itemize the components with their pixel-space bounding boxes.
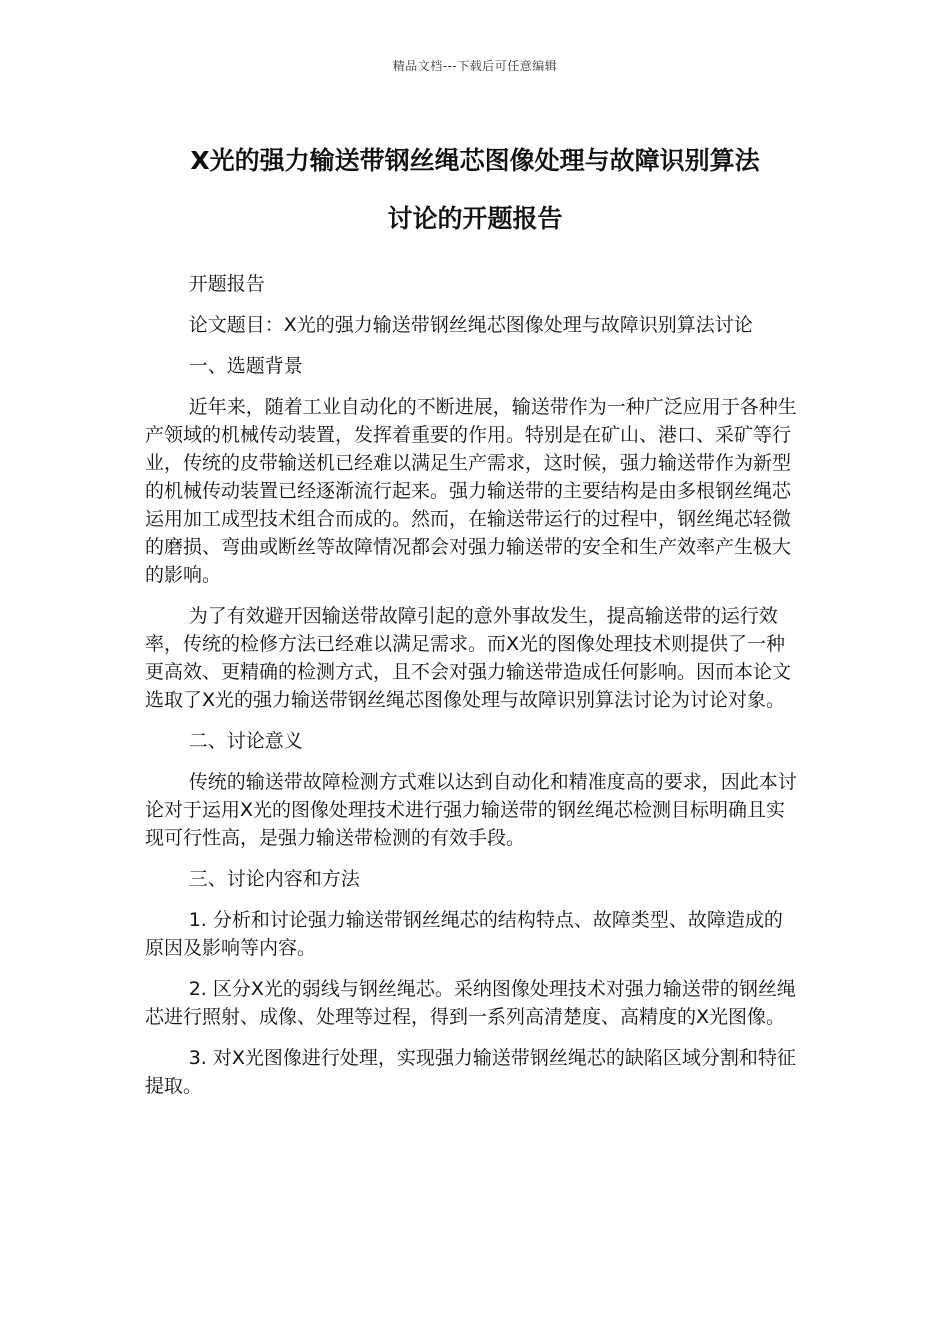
content-item-3: 3. 对X光图像进行处理，实现强力输送带钢丝绳芯的缺陷区域分割和特征提取。 (145, 1047, 796, 1097)
title-line-2: 讨论的开题报告 (387, 204, 563, 233)
significance-paragraph: 传统的输送带故障检测方式难以达到自动化和精准度高的要求，因此本讨论对于运用X光的图像处理技术进行强力输送带的钢丝绳芯检测目标明确且实现可行性高，是强力输送带检测的有效手段。 (145, 771, 797, 849)
document-title (120, 132, 830, 248)
title-line-1: X光的强力输送带钢丝绳芯图像处理与故障识别算法 (190, 146, 760, 175)
content-item-1: 1. 分析和讨论强力输送带钢丝绳芯的结构特点、故障类型、故障造成的原因及影响等内容。 (145, 909, 783, 959)
section-heading-significance: 二、讨论意义 (188, 730, 303, 752)
report-label: 开题报告 (188, 273, 265, 295)
header-note: 精品文档---下载后可任意编辑 (392, 59, 558, 73)
section-heading-content-methods: 三、讨论内容和方法 (188, 868, 360, 890)
content-item-2: 2. 区分X光的弱线与钢丝绳芯。采纳图像处理技术对强力输送带的钢丝绳芯进行照射、成像、处理等过程，得到一系列高清楚度、高精度的X光图像。 (145, 978, 796, 1028)
thesis-title-paragraph: 论文题目：X光的强力输送带钢丝绳芯图像处理与故障识别算法讨论 (188, 314, 753, 336)
background-paragraph-2: 为了有效避开因输送带故障引起的意外事故发生，提高输送带的运行效率，传统的检修方法已经难以满足需求。而X光的图像处理技术则提供了一种更高效、更精确的检测方式，且不会对强力输送带造成任何影响。因而本论文选取了X光的强力输送带钢丝绳芯图像处理与故障识别算法讨论为讨论对象。 (145, 605, 792, 711)
section-heading-background: 一、选题背景 (188, 355, 303, 377)
document-body (145, 270, 800, 1113)
background-paragraph-1: 近年来，随着工业自动化的不断进展，输送带作为一种广泛应用于各种生产领域的机械传动装置，发挥着重要的作用。特别是在矿山、港口、采矿等行业，传统的皮带输送机已经难以满足生产需求，这时候，强力输送带作为新型的机械传动装置已经逐渐流行起来。强力输送带的主要结构是由多根钢丝绳芯运用加工成型技术组合而成的。然而，在输送带运行的过程中，钢丝绳芯轻微的磨损、弯曲或断丝等故障情况都会对强力输送带的安全和生产效率产生极大的影响。 (145, 396, 797, 586)
